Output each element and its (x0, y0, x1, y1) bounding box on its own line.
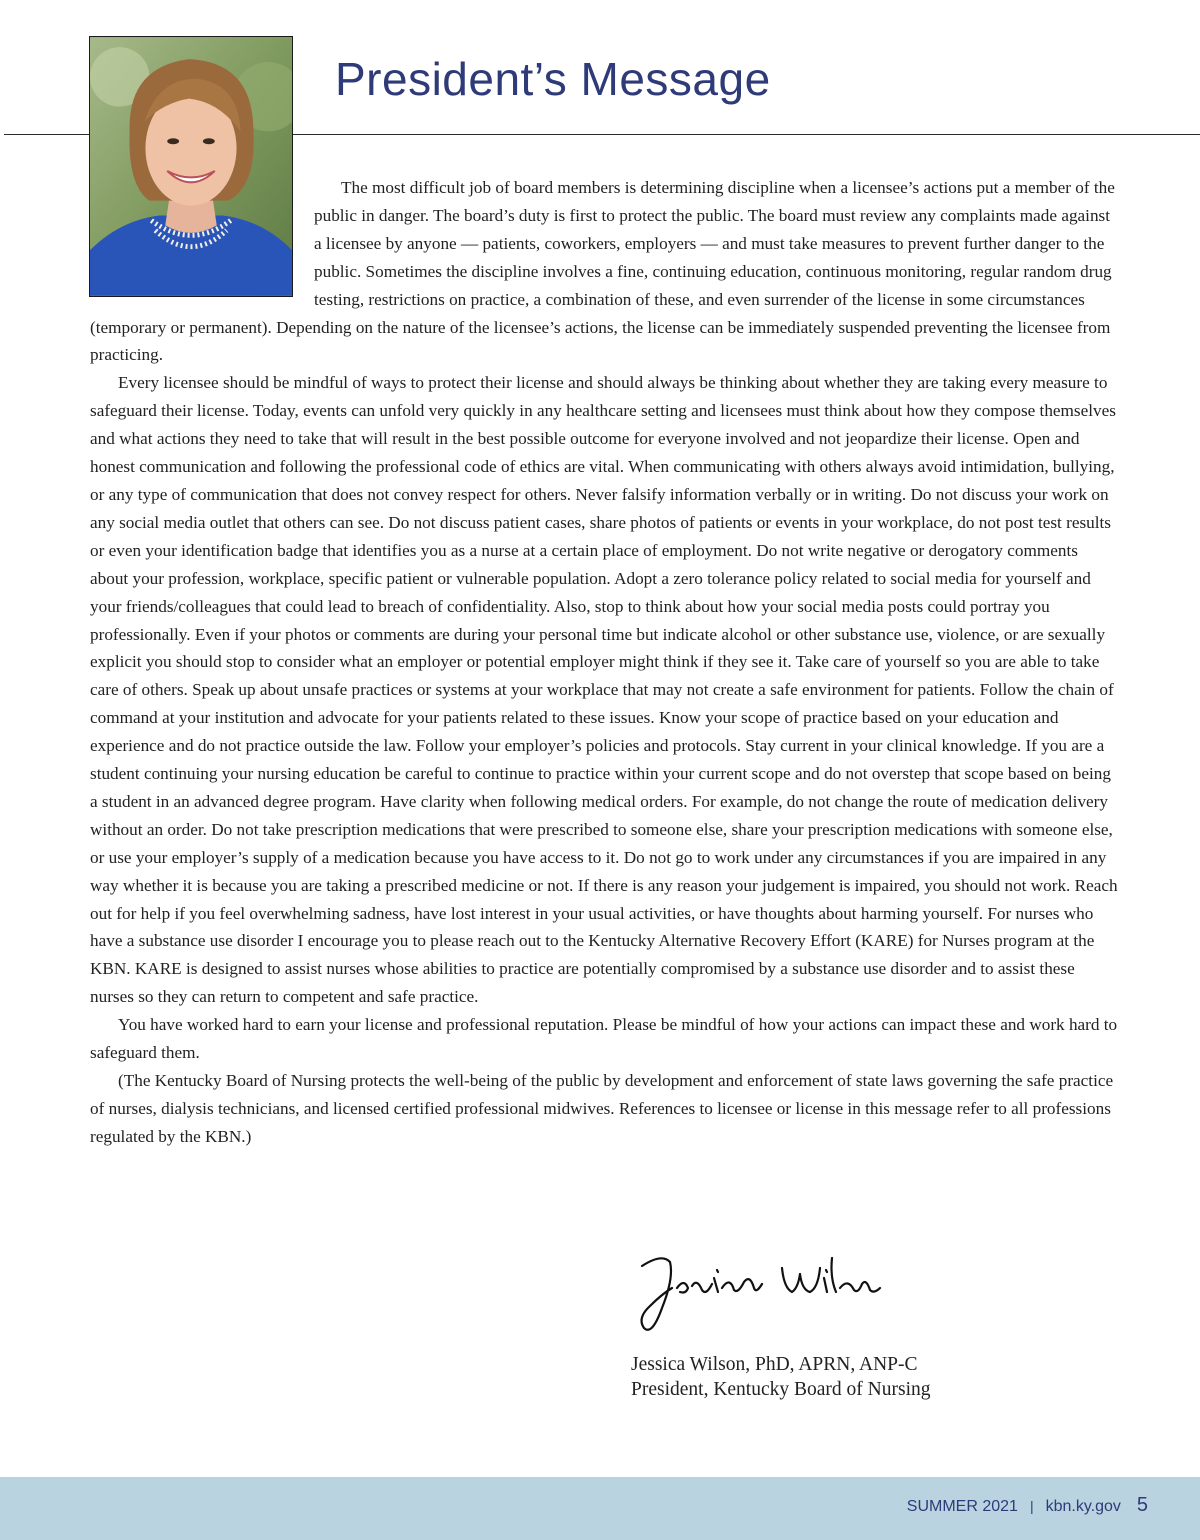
handwritten-signature (622, 1248, 892, 1340)
body-paragraph: Every licensee should be mindful of ways to protect their license and should always be thinking about whether they are taking every measure to safeguard their license. Today, events can unfold very quickly in any healthcare setting and licensees must think about how they compose themselves and what actions they need to take that will result in the best possible outcome for everyone involved and not jeopardize their license. Open and honest communication and following the professional code of ethics are vital. When communicating with others always avoid intimidation, bullying, or any type of communication that does not convey respect for others. Never falsify information verbally or in writing. Do not discuss your work on any social media outlet that others can see. Do not discuss patient cases, share photos of patients or events in your workplace, do not post test results or even your identification badge that identifies you as a nurse at a certain place of employment. Do not write negative or derogatory comments about your profession, workplace, specific patient or vulnerable population. Adopt a zero tolerance policy related to social media for yourself and your friends/colleagues that could lead to breach of confidentiality. Also, stop to think about how your social media posts could portray you professionally. Even if your photos or comments are during your personal time but indicate alcohol or other substance use, violence, or are sexually explicit you should stop to consider what an employer or potential employer might think if they see it. Take care of yourself so you are able to take care of others. Speak up about unsafe practices or systems at your workplace that may not create a safe environment for patients. Follow the chain of command at your institution and advocate for your patients related to these issues. Know your scope of practice based on your education and experience and do not practice outside the law. Follow your employer’s policies and protocols. Stay current in your clinical knowledge. If you are a student continuing your nursing education be careful to continue to practice within your current scope and do not overstep that scope based on being a student in an advanced degree program. Have clarity when following medical orders. For example, do not change the route of medication delivery without an order. Do not take prescription medications that were prescribed to someone else, share your prescription medications with someone else, or use your employer’s supply of a medication because you have access to it. Do not go to work under any circumstances if you are impaired in any way whether it is because you are taking a prescribed medicine or not. If there is any reason your judgement is impaired, you should not work. Reach out for help if you feel overwhelming sadness, have lost interest in your usual activities, or have thoughts about harming yourself. For nurses who have a substance use disorder I encourage you to please reach out to the Kentucky Alternative Recovery Effort (KARE) for Nurses program at the KBN. KARE is designed to assist nurses whose abilities to practice are potentially compromised by a substance use disorder and to assist these nurses so they can return to competent and safe practice. (90, 373, 1118, 1007)
signer-name: Jessica Wilson, PhD, APRN, ANP-C (631, 1354, 918, 1375)
signer-title: President, Kentucky Board of Nursing (631, 1379, 931, 1400)
website-link[interactable]: kbn.ky.gov (1045, 1498, 1121, 1515)
photo-text-wrap-spacer (90, 174, 314, 306)
body-paragraph: You have worked hard to earn your license and professional reputation. Please be mindful of how your actions can impact these and work hard to safeguard them. (90, 1015, 1118, 1063)
page-title: President’s Message (335, 53, 771, 105)
body-paragraph: (The Kentucky Board of Nursing protects the well-being of the public by development and enforcement of state laws governing the safe practice of nurses, dialysis technicians, and licensed certified professional midwives. References to licensee or license in this message refer to all professions regulated by the KBN.) (90, 1071, 1114, 1146)
page-number: 5 (1136, 1494, 1148, 1516)
footer-separator: | (1029, 1498, 1034, 1514)
footer (907, 1494, 1148, 1517)
signature-drawing (622, 1248, 892, 1340)
signature-block (631, 1352, 931, 1402)
issue-label: SUMMER 2021 (906, 1498, 1018, 1515)
body-paragraph: The most difficult job of board members is determining discipline when a licensee’s actions put a member of the public in danger. The board’s duty is first to protect the public. The board must review any complaints made against a licensee by anyone — patients, coworkers, employers — and must take measures to prevent further danger to the public. Sometimes the discipline involves a fine, continuing education, continuous monitoring, regular random drug testing, restrictions on practice, a combination of these, and even surrender of the license in some circumstances (temporary or permanent). Depending on the nature of the licensee’s actions, the license can be immediately suspended preventing the licensee from practicing. (90, 178, 1115, 365)
message-body (90, 174, 1120, 1151)
